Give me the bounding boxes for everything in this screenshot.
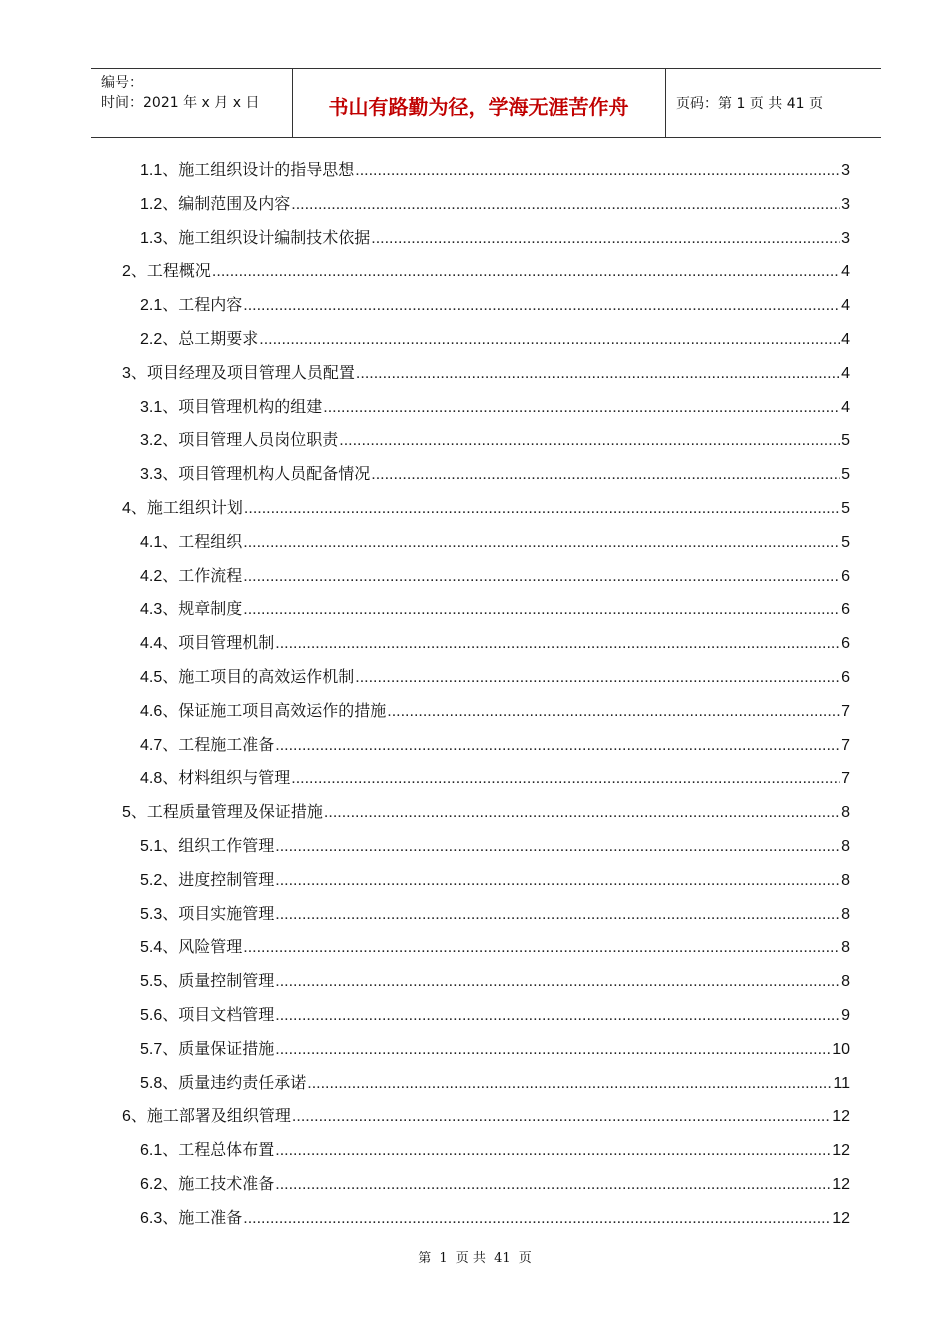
toc-entry-number: 6 [122,1108,131,1126]
toc-entry-page: 6 [841,635,850,653]
toc-entry-page: 6 [841,669,850,686]
toc-dot-leader [387,700,840,724]
toc-entry-number: 5.4 [140,939,163,957]
toc-entry-number: 4.8 [140,770,163,788]
toc-entry[interactable] [122,361,850,385]
toc-dot-leader [243,598,840,622]
toc-entry[interactable] [140,699,850,723]
toc-entry-title: 、施工部署及组织管理 [130,1106,291,1126]
toc-entry-number: 5.2 [140,871,163,889]
toc-entry-page: 8 [841,871,850,889]
toc-entry[interactable] [140,733,850,757]
toc-entry-number: 6.1 [140,1142,163,1160]
toc-entry-number: 4.4 [140,635,163,653]
toc-entry[interactable] [140,428,850,452]
page-header [91,68,881,138]
toc-entry[interactable] [140,868,850,892]
header-page-number: 页码：第 1 页 共 41 页 [676,96,823,112]
toc-entry-page: 5 [841,432,850,450]
toc-dot-leader [355,666,840,690]
toc-entry-number: 3 [122,364,131,382]
header-motto: 书山有路勤为径，学海无涯苦作舟 [328,95,629,119]
toc-entry-number: 3.2 [140,432,163,450]
toc-entry-page: 3 [841,162,850,179]
toc-entry[interactable] [122,496,850,520]
toc-entry-page: 7 [841,702,850,720]
toc-entry-title: 、风险管理 [162,937,243,957]
toc-dot-leader [292,1105,831,1129]
toc-entry-page: 10 [832,1040,850,1058]
toc-entry-number: 4.2 [140,567,163,585]
toc-dot-leader [243,936,840,960]
footer-total-pages: 41 [494,1251,511,1266]
toc-entry[interactable] [140,293,850,317]
toc-entry-title: 、项目管理机构人员配备情况 [162,464,371,484]
toc-entry-title: 、总工期要求 [162,329,259,348]
toc-entry[interactable] [140,564,850,588]
toc-dot-leader [324,801,840,825]
header-motto-cell [292,69,666,137]
toc-entry-title: 、编制范围及内容 [162,193,291,213]
toc-dot-leader [323,396,840,420]
toc-dot-leader [243,531,840,555]
toc-entry-page: 12 [832,1176,850,1193]
toc-entry[interactable] [140,158,850,182]
toc-dot-leader [244,497,840,521]
toc-entry-page: 4 [841,297,850,315]
toc-entry[interactable] [140,1003,850,1027]
toc-entry-number: 1.3 [140,229,163,247]
toc-entry[interactable] [140,327,850,351]
toc-entry[interactable] [140,1138,850,1162]
toc-entry-number: 1.1 [140,162,163,179]
toc-entry-title: 、组织工作管理 [162,836,275,855]
page-footer [0,1247,950,1266]
toc-dot-leader [243,294,840,318]
toc-entry-page: 8 [841,939,850,957]
toc-entry-title: 、施工项目的高效运作机制 [162,667,355,686]
toc-entry-page: 8 [841,905,850,923]
toc-dot-leader [307,1072,832,1096]
toc-entry-number: 2.1 [140,297,163,315]
header-meta-cell [91,69,293,137]
toc-entry-title: 、质量控制管理 [162,971,275,991]
toc-entry[interactable] [140,530,850,554]
toc-dot-leader [371,463,840,487]
toc-dot-leader [275,970,840,994]
toc-dot-leader [259,328,840,352]
toc-entry-title: 、工作流程 [162,565,243,585]
header-page-cell [666,69,881,137]
toc-entry-page: 6 [841,567,850,585]
toc-entry-title: 、材料组织与管理 [162,768,291,788]
toc-dot-leader [275,632,840,656]
toc-entry-number: 5.6 [140,1007,163,1024]
toc-entry[interactable] [122,259,850,283]
toc-entry-title: 、项目文档管理 [162,1005,275,1024]
toc-entry-title: 、项目管理机制 [162,633,275,653]
toc-entry-number: 4.7 [140,736,163,754]
toc-entry-number: 5.7 [140,1040,163,1058]
toc-dot-leader [243,1207,831,1231]
toc-entry[interactable] [140,766,850,790]
toc-entry[interactable] [140,462,850,486]
toc-dot-leader [212,260,840,284]
toc-dot-leader [275,869,840,893]
toc-entry[interactable] [140,935,850,959]
document-number-label: 编号： [101,75,143,91]
toc-entry-title: 、工程质量管理及保证措施 [130,802,323,822]
toc-dot-leader [291,767,840,791]
toc-entry-number: 5.3 [140,905,163,923]
document-time-label: 时间：2021 年 x 月 x 日 [101,95,260,111]
toc-entry-page: 8 [841,973,850,991]
toc-entry[interactable] [140,226,850,250]
toc-entry-page: 12 [832,1142,850,1160]
toc-entry[interactable] [122,800,850,824]
toc-entry-number: 6.3 [140,1209,163,1227]
toc-entry-page: 5 [841,466,850,484]
toc-entry-page: 8 [841,838,850,855]
toc-entry[interactable] [140,192,850,216]
footer-mid: 页 共 [455,1251,486,1266]
toc-entry-page: 5 [841,500,850,517]
toc-entry-title: 、施工组织计划 [130,498,243,517]
toc-entry-title: 、施工技术准备 [162,1174,275,1193]
toc-dot-leader [275,1139,831,1163]
toc-entry-page: 11 [833,1074,850,1092]
toc-dot-leader [275,903,840,927]
toc-entry-title: 、工程施工准备 [162,734,275,754]
toc-dot-leader [275,1173,831,1197]
toc-dot-leader [275,734,840,758]
toc-entry-title: 、规章制度 [162,599,243,619]
toc-entry-number: 4 [122,500,131,517]
toc-entry-number: 4.3 [140,601,163,619]
toc-entry-page: 6 [841,601,850,619]
toc-entry-page: 4 [841,263,850,281]
toc-entry[interactable] [140,834,850,858]
toc-entry-number: 3.1 [140,398,163,416]
toc-entry-page: 9 [841,1007,850,1024]
toc-entry-title: 、施工组织设计编制技术依据 [162,227,371,247]
toc-entry[interactable] [140,597,850,621]
toc-entry-page: 8 [841,804,850,822]
toc-entry-title: 、工程概况 [130,261,211,281]
toc-dot-leader [291,193,840,217]
toc-entry-page: 4 [841,364,850,382]
toc-entry[interactable] [140,631,850,655]
toc-entry-number: 6.2 [140,1176,163,1193]
toc-entry[interactable] [140,665,850,689]
toc-entry-title: 、保证施工项目高效运作的措施 [162,700,387,720]
toc-entry-page: 7 [841,770,850,788]
toc-entry-page: 3 [841,229,850,247]
toc-entry-number: 3.3 [140,466,163,484]
footer-prefix: 第 [418,1251,432,1266]
toc-entry-title: 、项目管理机构的组建 [162,396,323,416]
toc-entry-number: 5.1 [140,838,163,855]
toc-entry[interactable] [140,1037,850,1061]
toc-entry-number: 4.5 [140,669,163,686]
toc-dot-leader [356,362,840,386]
toc-entry[interactable] [140,1071,850,1095]
toc-entry-title: 、项目经理及项目管理人员配置 [130,362,355,382]
toc-entry-title: 、项目实施管理 [162,903,275,923]
toc-entry-title: 、施工准备 [162,1207,243,1227]
toc-entry-title: 、工程总体布置 [162,1140,275,1160]
toc-entry-page: 12 [832,1108,850,1126]
toc-dot-leader [355,159,840,183]
toc-entry-title: 、质量违约责任承诺 [162,1072,307,1092]
toc-entry-number: 5.8 [140,1074,163,1092]
toc-dot-leader [275,835,840,859]
footer-suffix: 页 [518,1251,532,1266]
toc-entry-title: 、质量保证措施 [162,1038,275,1058]
toc-entry-number: 2 [122,263,131,281]
toc-entry-page: 3 [841,195,850,213]
toc-entry-page: 12 [832,1209,850,1227]
toc-entry[interactable] [140,902,850,926]
toc-entry-number: 4.1 [140,533,163,551]
toc-dot-leader [275,1004,840,1028]
toc-dot-leader [339,429,840,453]
footer-current-page: 1 [439,1251,448,1266]
toc-entry-number: 5.5 [140,973,163,991]
toc-entry-title: 、进度控制管理 [162,869,275,889]
toc-entry-title: 、项目管理人员岗位职责 [162,430,339,450]
toc-entry-page: 4 [841,331,850,348]
toc-entry-number: 5 [122,804,131,822]
toc-entry-number: 1.2 [140,195,163,213]
toc-entry-title: 、施工组织设计的指导思想 [162,160,355,179]
toc-entry-number: 2.2 [140,331,163,348]
toc-entry-number: 4.6 [140,702,163,720]
toc-dot-leader [243,565,840,589]
toc-entry[interactable] [140,395,850,419]
toc-entry[interactable] [122,1104,850,1128]
toc-entry-title: 、工程组织 [162,531,243,551]
toc-entry-title: 、工程内容 [162,295,243,315]
toc-entry[interactable] [140,1206,850,1230]
toc-entry[interactable] [140,969,850,993]
toc-entry-page: 7 [841,736,850,754]
toc-dot-leader [371,227,840,251]
toc-entry[interactable] [140,1172,850,1196]
toc-entry-page: 5 [841,533,850,551]
toc-entry-page: 4 [841,398,850,416]
toc-dot-leader [275,1038,831,1062]
